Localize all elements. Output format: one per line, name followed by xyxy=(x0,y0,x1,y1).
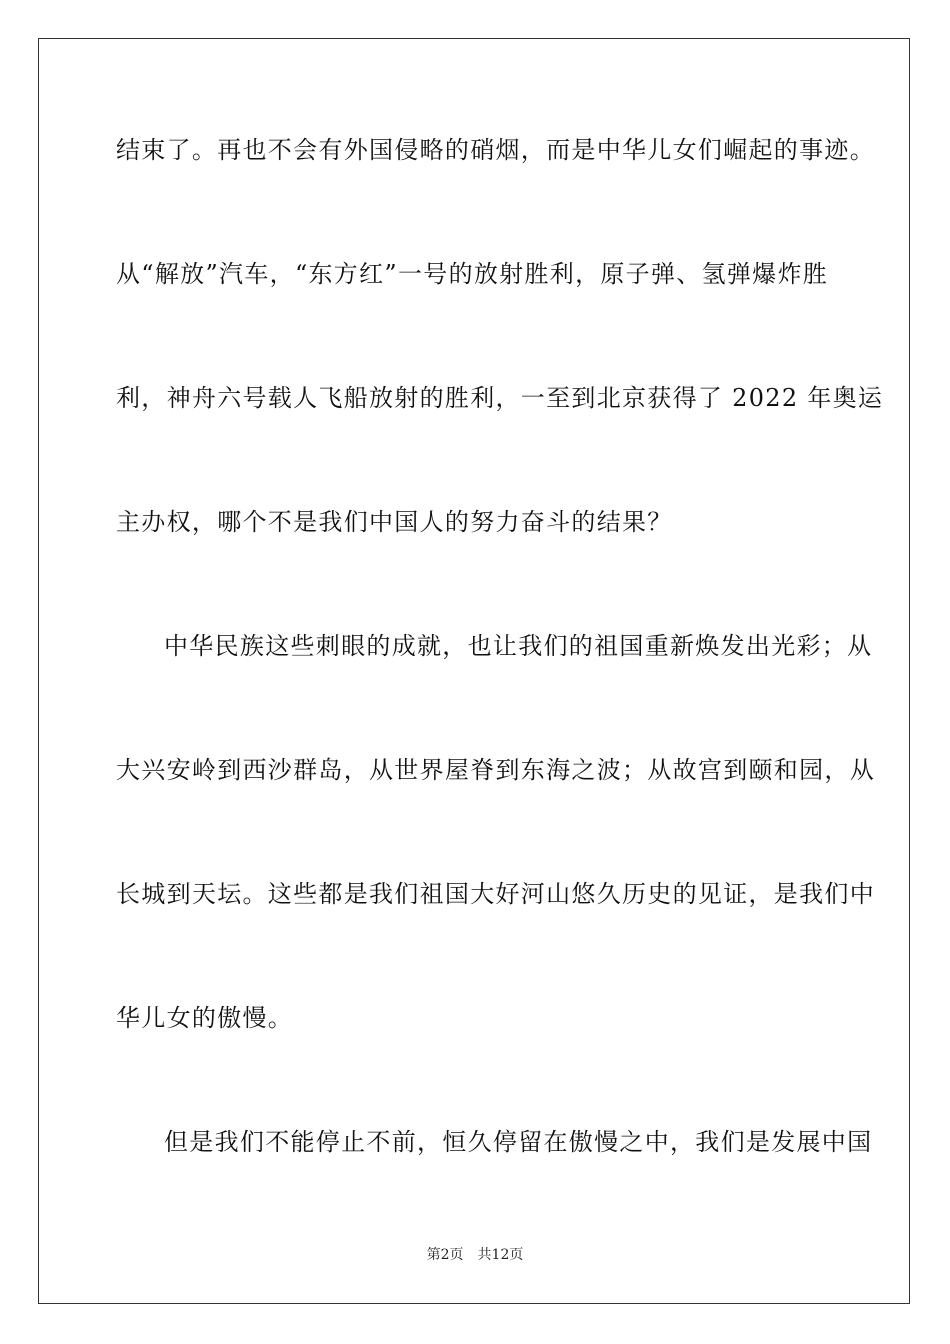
page-border xyxy=(38,38,910,1304)
text-line-4: 主办权，哪个不是我们中国人的努力奋斗的结果？ xyxy=(116,508,673,536)
text-line-8: 华儿女的傲慢。 xyxy=(116,1004,294,1032)
paragraph-start-line-5: 中华民族这些刺眼的成就，也让我们的祖国重新焕发出光彩；从 xyxy=(164,632,873,660)
page-total: 共12页 xyxy=(477,1247,524,1263)
text-line-2: 从“解放”汽车，“东方红”一号的放射胜利，原子弹、氢弹爆炸胜 xyxy=(116,260,829,288)
text-line-7: 长城到天坛。这些都是我们祖国大好河山悠久历史的见证，是我们中 xyxy=(116,880,875,908)
text-line-1: 结束了。再也不会有外国侵略的硝烟，而是中华儿女们崛起的事迹。 xyxy=(116,136,875,164)
paragraph-start-line-9: 但是我们不能停止不前，恒久停留在傲慢之中，我们是发展中国 xyxy=(164,1128,873,1156)
text-line-6: 大兴安岭到西沙群岛，从世界屋脊到东海之波；从故宫到颐和园，从 xyxy=(116,756,875,784)
page-footer xyxy=(0,1246,950,1264)
page-number: 第2页 xyxy=(426,1247,464,1263)
text-line-3: 利，神舟六号载人飞船放射的胜利，一至到北京获得了 2022 年奥运 xyxy=(116,384,884,412)
